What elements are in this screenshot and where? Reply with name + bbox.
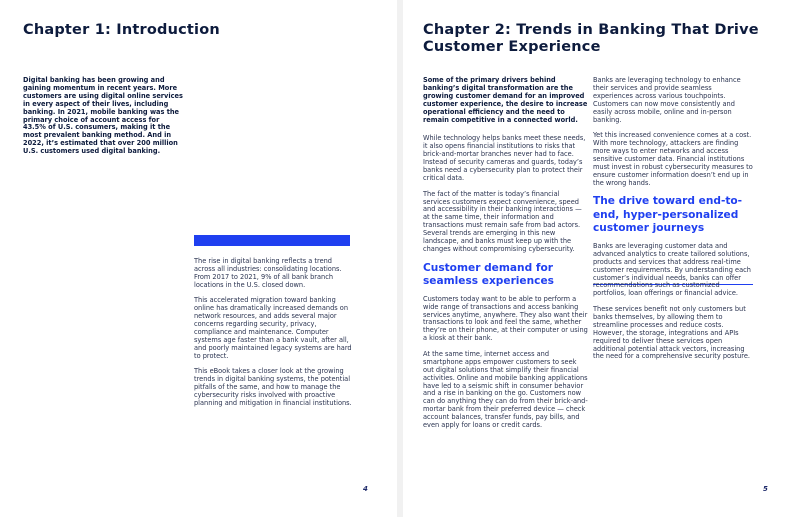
body-paragraph: The rise in digital banking reflects a trend across all industries: consolidating locations. From 2017 to 2021, 9% of all bank branch locations in the U.S. closed down. <box>194 257 342 289</box>
chapter-1-title: Chapter 1: Introduction <box>23 22 220 38</box>
right-column-2 <box>593 77 753 369</box>
body-paragraph: Banks are leveraging technology to enhance their services and provide seamless experiences across various touchpoints. Customers can now move consistently and easily across mobile, online and in-person banking. <box>593 76 741 124</box>
body-paragraph: While technology helps banks meet these needs, it also opens financial institutions to risks that brick-and-mortar branches never had to face. Instead of security cameras and guards, today’s banks need a cybersecurity plan to protect their critical data. <box>423 134 586 182</box>
subheading-personalized: The drive toward end-to-end, hyper-personalized customer journeys <box>593 195 743 235</box>
body-paragraph: The fact of the matter is today’s financial services customers expect convenience, speed and accessibility in their banking interactions — at the same time, their information and transactions must remain safe from bad actors. Several trends are emerging in this new landscape, and banks must keep up with the changes without compromising cybersecurity. <box>423 189 582 254</box>
body-paragraph: These services benefit not only customers but banks themselves, by allowing them to streamline processes and reduce costs. However, the storage, integrations and APIs required to deliver these services open additional potential attack vectors, increasing the need for a comprehensive security posture. <box>593 305 750 361</box>
right-page <box>403 0 800 517</box>
intro-paragraph: Digital banking has been growing and gaining momentum in recent years. More customers are using digital online services in every aspect of their lives, including banking. In 2021, mobile banking was the primary choice of account access for 43.5% of U.S. consumers, making it the most prevalent banking method. And in 2022, it’s estimated that over 200 million U.S. customers used digital banking. <box>23 76 183 156</box>
body-paragraph: Yet this increased convenience comes at a cost. With more technology, attackers are finding more ways to enter networks and access sensitive customer data. Financial institutions must invest in robust cybersecurity measures to ensure customer information doesn’t end up in the wrong hands. <box>593 131 753 187</box>
left-body-column <box>194 258 354 416</box>
body-paragraph: At the same time, internet access and smartphone apps empower customers to seek out digital solutions that simplify their financial activities. Online and mobile banking applications have led to a seismic shift in consumer behavior and a rise in banking on the go. Customers now can do anything they can do from their brick-and-mortar bank from their preferred device — check account balances, transfer funds, pay bills, and even apply for loans or credit cards. <box>423 349 588 430</box>
subheading-seamless: Customer demand for seamless experiences <box>423 261 554 288</box>
lead-paragraph: Some of the primary drivers behind banking’s digital transformation are the growing customer demand for an improved customer experience, the desire to increase operational efficiency and the need to remain competitive in a connected world. <box>423 76 588 124</box>
chapter-2-title: Chapter 2: Trends in Banking That Drive Customer Experience <box>423 22 759 55</box>
body-paragraph: Banks are leveraging customer data and advanced analytics to create tailored solutions, products and services that address real-time customer requirements. By understanding each customer’s individual needs, banks can offer recommendations such as customized portfolios, loan offerings or financial advice. <box>593 241 751 298</box>
page-number: 4 <box>363 485 368 493</box>
body-paragraph: Customers today want to be able to perform a wide range of transactions and access banking services anytime, anywhere. They also want their transactions to look and feel the same, whether they’re on their phone, at their computer or using a kiosk at their bank. <box>423 294 588 343</box>
left-page <box>0 0 397 517</box>
page-number: 5 <box>763 485 768 493</box>
body-paragraph: This eBook takes a closer look at the growing trends in digital banking systems, the potential pitfalls of the same, and how to manage the cybersecurity risks involved with proactive planning and mitigation in financial institutions. <box>194 367 352 408</box>
right-column-1 <box>423 77 588 438</box>
body-paragraph: This accelerated migration toward banking online has dramatically increased demands on network resources, and adds several major concerns regarding security, privacy, compliance and maintenance. Computer systems age faster than a bank vault, after all, and poorly maintained legacy systems are hard to protect. <box>194 296 352 360</box>
accent-bar <box>194 235 350 246</box>
